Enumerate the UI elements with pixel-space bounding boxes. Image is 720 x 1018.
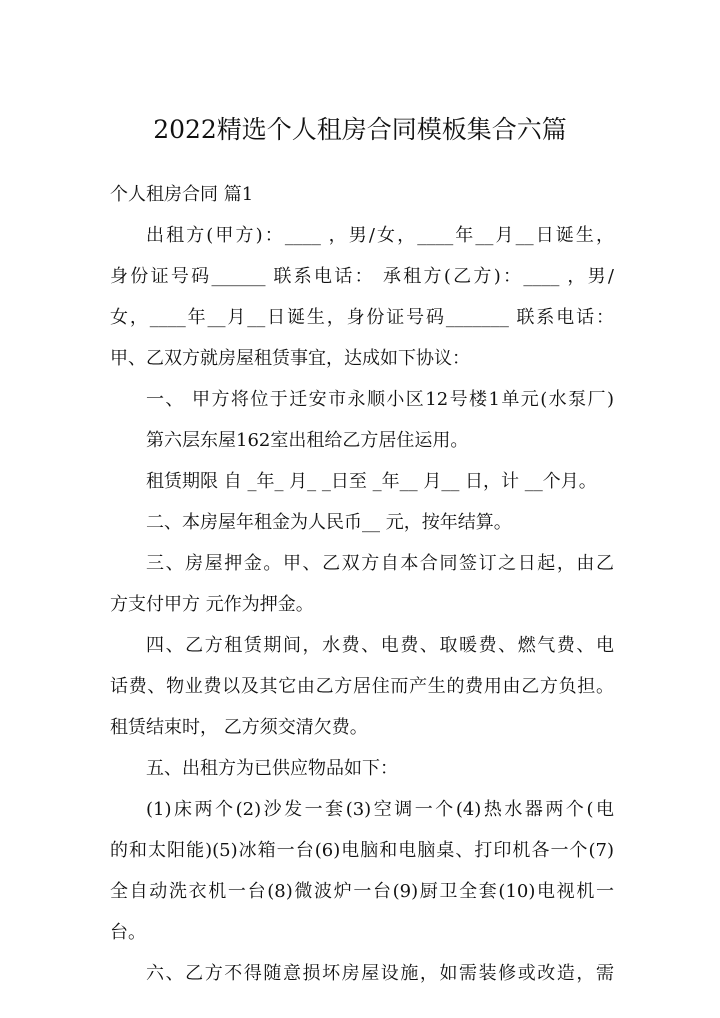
paragraph-line: 方支付甲方 元作为押金。: [110, 594, 314, 615]
paragraph-line: 女，____年__月__日诞生，身份证号码_______ 联系电话：: [110, 307, 614, 328]
paragraph-line: 第六层东屋162室出租给乙方居住运用。: [146, 430, 469, 451]
paragraph-line: 一、 甲方将位于迁安市永顺小区12号楼1单元(水泵厂): [146, 389, 614, 410]
section-heading: 个人租房合同 篇1: [110, 184, 254, 205]
paragraph-line: 五、出租方为已供应物品如下：: [146, 758, 398, 779]
paragraph-line: (1)床两个(2)沙发一套(3)空调一个(4)热水器两个(电: [146, 799, 614, 820]
paragraph-line: 全自动洗衣机一台(8)微波炉一台(9)厨卫全套(10)电视机一: [110, 881, 614, 902]
paragraph-line: 六、乙方不得随意损坏房屋设施，如需装修或改造，需: [146, 963, 614, 984]
paragraph-line: 三、房屋押金。甲、乙双方自本合同签订之日起，由乙: [146, 553, 614, 574]
paragraph-line: 话费、物业费以及其它由乙方居住而产生的费用由乙方负担。: [110, 676, 614, 697]
paragraph-line: 租赁期限 自 _年_ 月_ _日至 _年__ 月__ 日，计 __个月。: [146, 471, 597, 492]
document-title: 2022精选个人租房合同模板集合六篇: [153, 115, 567, 144]
paragraph-line: 租赁结束时， 乙方须交清欠费。: [110, 717, 368, 738]
paragraph-line: 甲、乙双方就房屋租赁事宜，达成如下协议：: [110, 348, 470, 369]
paragraph-line: 台。: [110, 922, 146, 943]
paragraph-line: 四、乙方租赁期间，水费、电费、取暖费、燃气费、电: [146, 635, 614, 656]
paragraph-line: 二、本房屋年租金为人民币__ 元，按年结算。: [146, 512, 512, 533]
paragraph-line: 的和太阳能)(5)冰箱一台(6)电脑和电脑桌、打印机各一个(7): [110, 840, 614, 861]
paragraph-line: 身份证号码______ 联系电话： 承租方(乙方)：____ ，男/: [110, 266, 614, 287]
document-body: [110, 180, 614, 989]
paragraph-line: 出租方(甲方)：____ ，男/女，____年__月__日诞生，: [146, 225, 614, 246]
